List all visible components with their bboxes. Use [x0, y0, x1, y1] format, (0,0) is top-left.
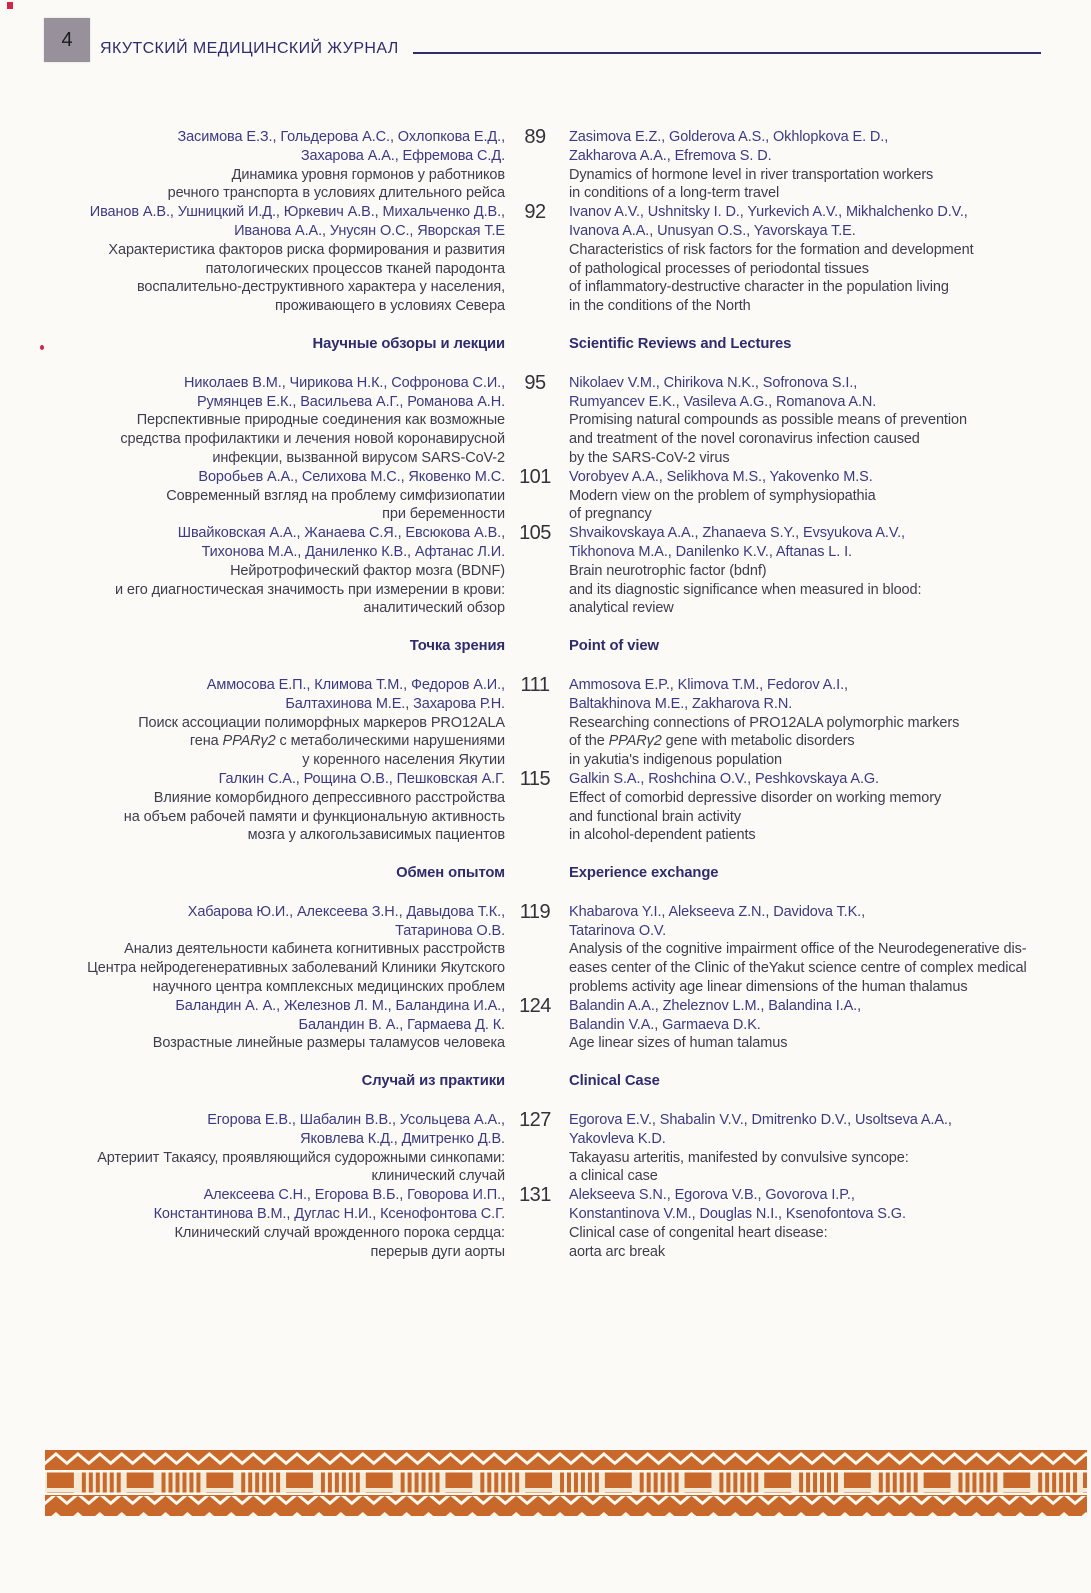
- title-en: Promising natural compounds as possible means of prevention: [569, 412, 967, 429]
- title-ru: Влияние коморбидного депрессивного расстройства: [153, 789, 505, 806]
- entry-page-number: 115: [519, 767, 551, 790]
- entry-russian: [45, 676, 505, 770]
- title-en: Analysis of the cognitive impairment office of the Neurodegenerative dis-: [569, 941, 1027, 958]
- title-en: and its diagnostic significance when measured in blood:: [569, 581, 922, 598]
- authors-ru: Иванова А.А., Унусян О.С., Яворская Т.Е: [234, 222, 505, 239]
- title-en: Brain neurotrophic factor (bdnf): [569, 562, 767, 579]
- authors-en: Ivanov A.V., Ushnitsky I. D., Yurkevich A.V., Mikhalchenko D.V.,: [569, 204, 968, 221]
- authors-ru: Иванов А.В., Ушницкий И.Д., Юркевич А.В., Михальченко Д.В.,: [89, 204, 505, 221]
- journal-header: [100, 40, 1041, 58]
- entry-russian: [45, 903, 505, 997]
- toc-entry: [45, 673, 1067, 770]
- title-en: in yakutia's indigenous population: [569, 752, 782, 769]
- authors-en: Vorobyev A.A., Selikhova M.S., Yakovenko M.S.: [569, 468, 873, 485]
- title-ru: клинический случай: [371, 1168, 505, 1185]
- page-number-gutter: [505, 673, 565, 770]
- toc-entry: [45, 1111, 1067, 1186]
- authors-en: Yakovleva K.D.: [569, 1130, 666, 1147]
- title-en: and functional brain activity: [569, 808, 742, 825]
- title-en: aorta arc break: [569, 1243, 666, 1260]
- title-ru: при беременности: [382, 506, 505, 523]
- authors-ru: Галкин С.А., Рощина О.В., Пешковская А.Г.: [218, 770, 505, 787]
- authors-ru: Егорова Е.В., Шабалин В.В., Усольцева А.А.,: [207, 1112, 505, 1129]
- title-ru: Артериит Такаясу, проявляющийся судорожными синкопами:: [97, 1149, 505, 1166]
- authors-ru: Захарова А.А., Ефремова С.Д.: [300, 147, 505, 164]
- authors-ru: Баландин А. А., Железнов Л. М., Баландина И.А.,: [175, 997, 505, 1014]
- title-en: of the PPARγ2 gene with metabolic disorders: [569, 733, 855, 750]
- title-ru: на объем рабочей памяти и функциональную активность: [123, 808, 505, 825]
- title-ru: Клинический случай врожденного порока сердца:: [174, 1224, 505, 1241]
- entry-page-number: 131: [519, 1184, 551, 1207]
- entry-english: [565, 770, 1067, 845]
- title-en: of pregnancy: [569, 506, 652, 523]
- toc-entry: [45, 203, 1067, 316]
- title-en: in alcohol-dependent patients: [569, 827, 756, 844]
- title-ru: и его диагностическая значимость при измерении в крови:: [115, 581, 505, 598]
- page-number: 4: [61, 28, 73, 51]
- page-number-gutter: [505, 637, 565, 656]
- title-en: problems activity age linear dimensions of the human thalamus: [569, 979, 968, 996]
- entry-page-number: 111: [520, 673, 550, 696]
- title-en: analytical review: [569, 600, 674, 617]
- authors-ru: Баландин В. А., Гармаева Д. К.: [298, 1016, 505, 1033]
- title-ru: Перспективные природные соединения как возможные: [136, 412, 505, 429]
- entry-russian: [45, 128, 505, 203]
- title-ru: Центра нейродегенеративных заболеваний Клиники Якутского: [87, 960, 505, 977]
- section-heading-en: Scientific Reviews and Lectures: [569, 335, 792, 352]
- toc-entry: [45, 128, 1067, 203]
- red-margin-dot: [40, 345, 44, 350]
- title-en: of pathological processes of periodontal tissues: [569, 260, 869, 277]
- toc: [45, 128, 1067, 1261]
- authors-en: Tikhonova M.A., Danilenko K.V., Aftanas L. I.: [569, 543, 852, 560]
- toc-entry: [45, 524, 1067, 618]
- page-number-gutter: [505, 371, 565, 468]
- entry-english: [565, 128, 1067, 203]
- header-rule: [413, 52, 1041, 54]
- section-heading-row: [45, 1072, 1067, 1091]
- authors-en: Zasimova E.Z., Golderova A.S., Okhlopkova E. D.,: [569, 129, 889, 145]
- authors-en: Konstantinova V.M., Douglas N.I., Ksenofontova S.G.: [569, 1206, 906, 1223]
- title-en: Researching connections of PRO12ALA polymorphic markers: [569, 714, 960, 731]
- title-ru: Современный взгляд на проблему симфизиопатии: [166, 487, 505, 504]
- entry-russian: [45, 1186, 505, 1261]
- ornament-band: [45, 1450, 1087, 1516]
- entry-russian: [45, 997, 505, 1053]
- entry-english: [565, 468, 1067, 524]
- entry-russian: [45, 468, 505, 524]
- authors-ru: Швайковская А.А., Жанаева С.Я., Евсюкова А.В.,: [177, 525, 505, 542]
- title-en: Effect of comorbid depressive disorder on working memory: [569, 789, 942, 806]
- page-number-gutter: [505, 203, 565, 316]
- title-en: Takayasu arteritis, manifested by convulsive syncope:: [569, 1149, 909, 1166]
- title-ru: средства профилактики и лечения новой коронавирусной: [120, 431, 505, 448]
- page-number-gutter: [505, 767, 565, 845]
- authors-ru: Николаев В.М., Чирикова Н.К., Софронова С.И.,: [184, 374, 505, 391]
- title-ru: Нейротрофический фактор мозга (BDNF): [230, 562, 505, 579]
- entry-russian: [45, 203, 505, 316]
- title-ru: речного транспорта в условиях длительного рейса: [167, 185, 505, 202]
- authors-en: Tatarinova O.V.: [569, 922, 667, 939]
- section-heading-en: Experience exchange: [569, 865, 719, 882]
- section-heading-en: Clinical Case: [569, 1073, 660, 1090]
- entry-page-number: 105: [519, 522, 551, 545]
- authors-ru: Румянцев Е.К., Васильева А.Г., Романова А.Н.: [196, 393, 505, 410]
- section-heading-row: [45, 637, 1067, 656]
- page-number-box: [44, 18, 90, 62]
- entry-russian: [45, 374, 505, 468]
- toc-entry: [45, 994, 1067, 1053]
- title-en: Characteristics of risk factors for the formation and development: [569, 241, 974, 258]
- toc-entry: [45, 371, 1067, 468]
- page-number-gutter: [505, 128, 565, 203]
- title-ru: перерыв дуги аорты: [370, 1243, 505, 1260]
- title-en: Age linear sizes of human talamus: [569, 1035, 788, 1052]
- section-heading-ru: Случай из практики: [361, 1073, 505, 1090]
- title-ru: патологических процессов тканей пародонта: [205, 260, 505, 277]
- section-heading-ru: Научные обзоры и лекции: [312, 335, 505, 352]
- entry-page-number: 127: [519, 1109, 551, 1132]
- title-en: and treatment of the novel coronavirus infection caused: [569, 431, 920, 448]
- authors-en: Alekseeva S.N., Egorova V.B., Govorova I.P.,: [569, 1187, 855, 1204]
- red-registration-mark: [7, 2, 13, 9]
- authors-en: Khabarova Y.I., Alekseeva Z.N., Davidova T.K.,: [569, 903, 866, 920]
- authors-en: Ivanova A.A., Unusyan O.S., Yavorskaya T.E.: [569, 222, 856, 239]
- section-heading-ru: Точка зрения: [409, 638, 505, 655]
- page-number-gutter: [505, 864, 565, 883]
- title-ru: воспалительно-деструктивного характера у населения,: [136, 279, 505, 296]
- page-number-gutter: [505, 1111, 565, 1186]
- authors-en: Balandin V.A., Garmaeva D.K.: [569, 1016, 761, 1033]
- page-number-gutter: [505, 524, 565, 618]
- entry-page-number: 92: [524, 201, 546, 224]
- authors-ru: Хабарова Ю.И., Алексеева З.Н., Давыдова Т.К.,: [187, 903, 505, 920]
- entry-russian: [45, 524, 505, 618]
- title-ru: у коренного населения Якутии: [302, 752, 505, 769]
- title-en: eases center of the Clinic of theYakut science centre of complex medical: [569, 960, 1027, 977]
- section-heading-row: [45, 864, 1067, 883]
- journal-title: ЯКУТСКИЙ МЕДИЦИНСКИЙ ЖУРНАЛ: [100, 40, 399, 57]
- authors-en: Galkin S.A., Roshchina O.V., Peshkovskaya A.G.: [569, 770, 879, 787]
- entry-english: [565, 1186, 1067, 1261]
- authors-en: Baltakhinova M.E., Zakharova R.N.: [569, 695, 793, 712]
- entry-page-number: 89: [524, 126, 546, 148]
- entry-english: [565, 997, 1067, 1053]
- page-number-gutter: [505, 994, 565, 1053]
- authors-en: Egorova E.V., Shabalin V.V., Dmitrenko D.V., Usoltseva A.A.,: [569, 1112, 952, 1129]
- page-number-gutter: [505, 1072, 565, 1091]
- title-en: by the SARS-CoV-2 virus: [569, 449, 730, 466]
- authors-ru: Аммосова Е.П., Климова Т.М., Федоров А.И.,: [206, 676, 505, 693]
- authors-ru: Константинова В.М., Дуглас Н.И., Ксенофонтова С.Г.: [153, 1206, 505, 1223]
- authors-ru: Алексеева С.Н., Егорова В.Б., Говорова И.П.,: [203, 1187, 505, 1204]
- authors-ru: Яковлева К.Д., Дмитренко Д.В.: [300, 1130, 505, 1147]
- authors-ru: Татаринова О.В.: [395, 922, 505, 939]
- title-en: in conditions of a long-term travel: [569, 185, 780, 202]
- toc-entry: [45, 900, 1067, 997]
- title-ru: научного центра комплексных медицинских проблем: [152, 979, 505, 996]
- page-number-gutter: [505, 335, 565, 354]
- entry-english: [565, 676, 1067, 770]
- authors-ru: Засимова Е.З., Гольдерова А.С., Охлопкова Е.Д.,: [177, 129, 505, 145]
- entry-page-number: 124: [519, 994, 551, 1017]
- entry-english: [565, 374, 1067, 468]
- title-ru: Динамика уровня гормонов у работников: [231, 166, 505, 183]
- entry-russian: [45, 1111, 505, 1186]
- authors-ru: Тихонова М.А., Даниленко К.В., Афтанас Л.И.: [201, 543, 505, 560]
- authors-en: Shvaikovskaya A.A., Zhanaeva S.Y., Evsyukova A.V.,: [569, 525, 905, 542]
- title-ru: аналитический обзор: [363, 600, 505, 617]
- title-en: of inflammatory-destructive character in the population living: [569, 279, 949, 296]
- title-en: a clinical case: [569, 1168, 658, 1185]
- title-ru: мозга у алкогользависимых пациентов: [247, 827, 505, 844]
- entry-english: [565, 203, 1067, 316]
- entry-page-number: 95: [524, 371, 546, 394]
- title-ru: проживающего в условиях Севера: [275, 298, 505, 315]
- title-ru: Анализ деятельности кабинета когнитивных расстройств: [124, 941, 505, 958]
- entry-english: [565, 903, 1067, 997]
- title-ru: Поиск ассоциации полиморфных маркеров PRO12ALA: [138, 714, 505, 731]
- title-en: Clinical case of congenital heart disease:: [569, 1224, 828, 1241]
- authors-en: Nikolaev V.M., Chirikova N.K., Sofronova S.I.,: [569, 374, 858, 391]
- entry-page-number: 101: [519, 465, 551, 488]
- title-en: Dynamics of hormone level in river transportation workers: [569, 166, 934, 183]
- title-ru: инфекции, вызванной вирусом SARS-CoV-2: [212, 449, 505, 466]
- authors-ru: Воробьев А.А., Селихова М.С., Яковенко М.С.: [198, 468, 505, 485]
- title-en: Modern view on the problem of symphysiopathia: [569, 487, 876, 504]
- authors-en: Ammosova E.P., Klimova T.M., Fedorov A.I.,: [569, 676, 848, 693]
- entry-page-number: 119: [519, 900, 551, 923]
- page-number-gutter: [505, 465, 565, 524]
- section-heading-row: [45, 335, 1067, 354]
- authors-en: Rumyancev E.K., Vasileva A.G., Romanova A.N.: [569, 393, 877, 410]
- section-heading-ru: Обмен опытом: [396, 865, 505, 882]
- ornament-pattern: [45, 1450, 1087, 1516]
- title-en: in the conditions of the North: [569, 298, 751, 315]
- authors-en: Balandin A.A., Zheleznov L.M., Balandina I.A.,: [569, 997, 862, 1014]
- title-ru: Возрастные линейные размеры таламусов человека: [152, 1035, 505, 1052]
- page-number-gutter: [505, 1186, 565, 1261]
- title-ru: гена PPARγ2 с метаболическими нарушениями: [189, 733, 505, 750]
- authors-ru: Балтахинова М.Е., Захарова Р.Н.: [285, 695, 505, 712]
- toc-entry: [45, 767, 1067, 845]
- authors-en: Zakharova A.A., Efremova S. D.: [569, 147, 772, 164]
- entry-english: [565, 1111, 1067, 1186]
- entry-russian: [45, 770, 505, 845]
- title-ru: Характеристика факторов риска формирования и развития: [108, 241, 505, 258]
- page-number-gutter: [505, 900, 565, 997]
- entry-english: [565, 524, 1067, 618]
- toc-entry: [45, 465, 1067, 524]
- toc-entry: [45, 1186, 1067, 1261]
- section-heading-en: Point of view: [569, 638, 659, 655]
